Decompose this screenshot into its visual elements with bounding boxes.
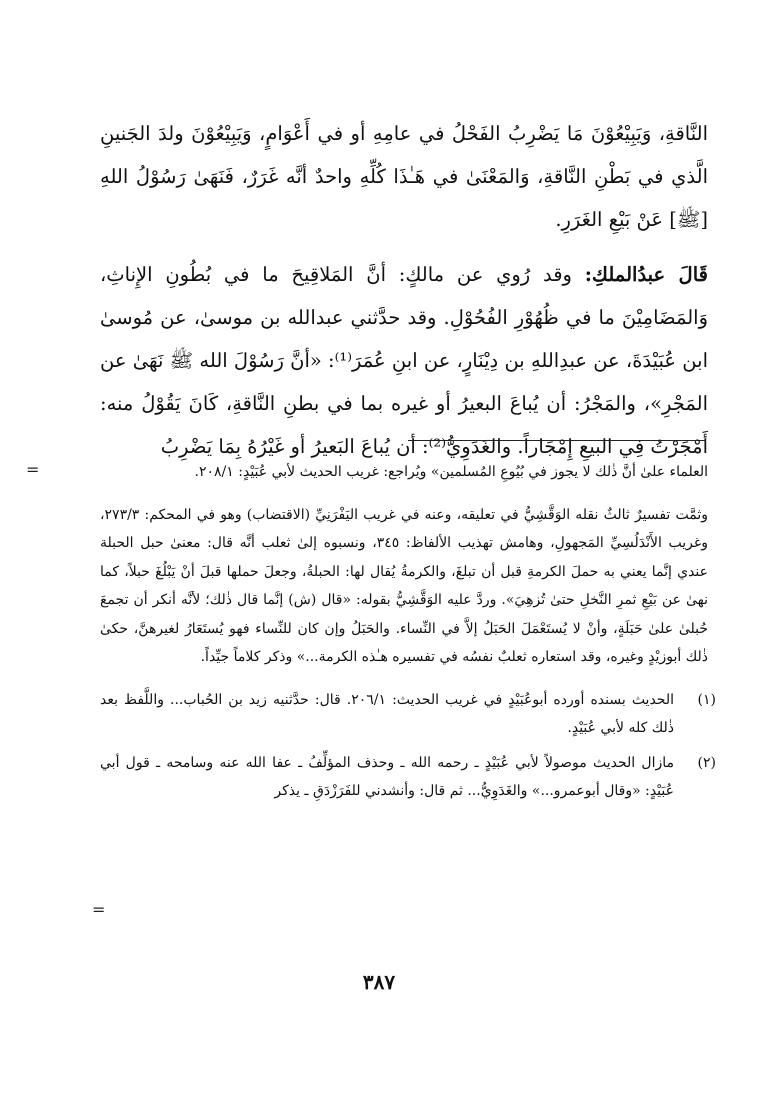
main-text — [100, 112, 708, 468]
footnote-text: مازال الحديث موصولاً لأبي عُبَيْدٍ ـ رحمه الله ـ وحذف المؤلِّفُ ـ عفا الله عنه وسامحه ـ قول أبي عُبَيْدٍ: «وقال أبوعمرو...» والغَدَوِيُّ... ثم قال: وأنشدني للفَرَزْدَقِ ـ يذكر — [100, 754, 674, 799]
footnote-continuation: العلماء علىٰ أنَّ ذٰلك لا يجوز في بُيُوعِ المُسلمين» ويُراجع: غريب الحديث لأبي عُبَيْدٍ: ٢٠٨/١. — [194, 464, 708, 480]
paragraph-body: وقد رُوي عن مالكٍ: أنَّ المَلاقِيحَ ما في بُطُونِ الإِناثِ، وَالمَضَامِيْنَ ما في ظُهُوْرِ الفُحُوْلِ. وقد حدَّثني عبدالله بن موسىٰ، عن مُوسىٰ ابن عُبَيْدَةَ، عن عبدِاللهِ بن دِيْنَارٍ، عن ابنِ عُمَرَ⁽¹⁾: «أنَّ رَسُوْلَ الله ﷺ نَهَىٰ عن المَجْرِ»، والمَجْرُ: أن يُباعَ البعيرُ أو غيره بما في بطنِ النَّاقةِ، كَانَ يَقُوْلُ منه: أَمْجَرْتُ فِي البيعِ إِمْجَاراً. والغَدَوِيُّ⁽²⁾: أن يُباعَ البَعيرُ أو غَيْرُهُ بِمَا يَضْرِبُ — [100, 263, 708, 458]
footnote-number: (١) — [697, 691, 716, 708]
main-paragraph-2 — [100, 253, 708, 468]
footnotes — [100, 458, 716, 806]
footnote-number: (٢) — [697, 754, 716, 771]
footnote-commentary: وثمَّت تفسيرٌ ثالثٌ نقله الوَقَّشِيُّ في تعليقه، وعنه في غريب اليَفْرَنِيِّ (الاقتضاب) وهو في المحكم: ٢٧٣/٣، وغريب الأَنْدَلُسِيِّ المَجهولِ، وهامش تهذيب الألفاظ: ٣٤٥، ونسبوه إلىٰ ثعلب أنَّه قال: معنىٰ حبل الحبلة عندي إنَّما يعني به حملَ الكرمةِ قبل أن تبلغَ، والكرمةُ يُقال لها: الحبلةُ، وجعلَ حملها قبلَ أنْ يَبْلُغَ حبلاً، كما نهىٰ عن بَيْعِ ثمرِ النَّخلِ حتىٰ تُزهِيَ». وردَّ عليه الوَقَّشِيُّ بقوله: «قال (ش) إنَّما قال ذٰلك؛ لأنَّه أنكر أن تجمعَ حُبلىٰ علىٰ حَبَلَةٍ، وأنْ لا يُستَعْمَلَ الحَبَلُ إلاَّ في النِّساء. والحَبَلُ وإن كان للنِّساء فهو يُستَعَارُ لغيرهنَّ، حكىٰ ذٰلك أبوزيْدٍ وغيره، وقد استعاره ثعلبٌ نفسُه في تفسيره هـٰذه الكرمة...» وذكر كلاماً جيِّداً. — [100, 506, 708, 665]
footnote-separator — [408, 440, 706, 441]
footnote-1 — [100, 686, 716, 743]
footnote-text: الحديث بسنده أورده أبوعُبَيْدٍ في غريب الحديث: ٢٠٦/١. قال: حدَّثنيه زيد بن الحُباب... واللَّفظ بعد ذٰلك كله لأبي عُبَيْدٍ. — [100, 691, 674, 736]
continuation-marker-top: = — [26, 460, 40, 479]
footnote-2 — [100, 749, 716, 806]
main-paragraph-1: النَّاقةِ، وَيَبِيْعُوْنَ مَا يَضْرِبُ الفَحْلُ في عامِهِ أو في أَعْوَامٍ، وَيَبِيْعُوْنَ ولدَ الجَنينِ الَّذي في بَطْنِ النَّاقةِ، وَالمَعْنَىٰ في هَـٰذَا كُلِّهِ واحدٌ أنَّه غَرَرٌ، فَنَهَىٰ رَسُوْلُ اللهِ [ﷺ] عَنْ بَيْعِ الغَرَرِ. — [100, 122, 708, 231]
page-number: ٣٨٧ — [362, 970, 396, 994]
paragraph-lead: قَالَ عبدُالملكِ: — [584, 263, 708, 286]
continuation-marker-bottom: = — [92, 900, 106, 919]
